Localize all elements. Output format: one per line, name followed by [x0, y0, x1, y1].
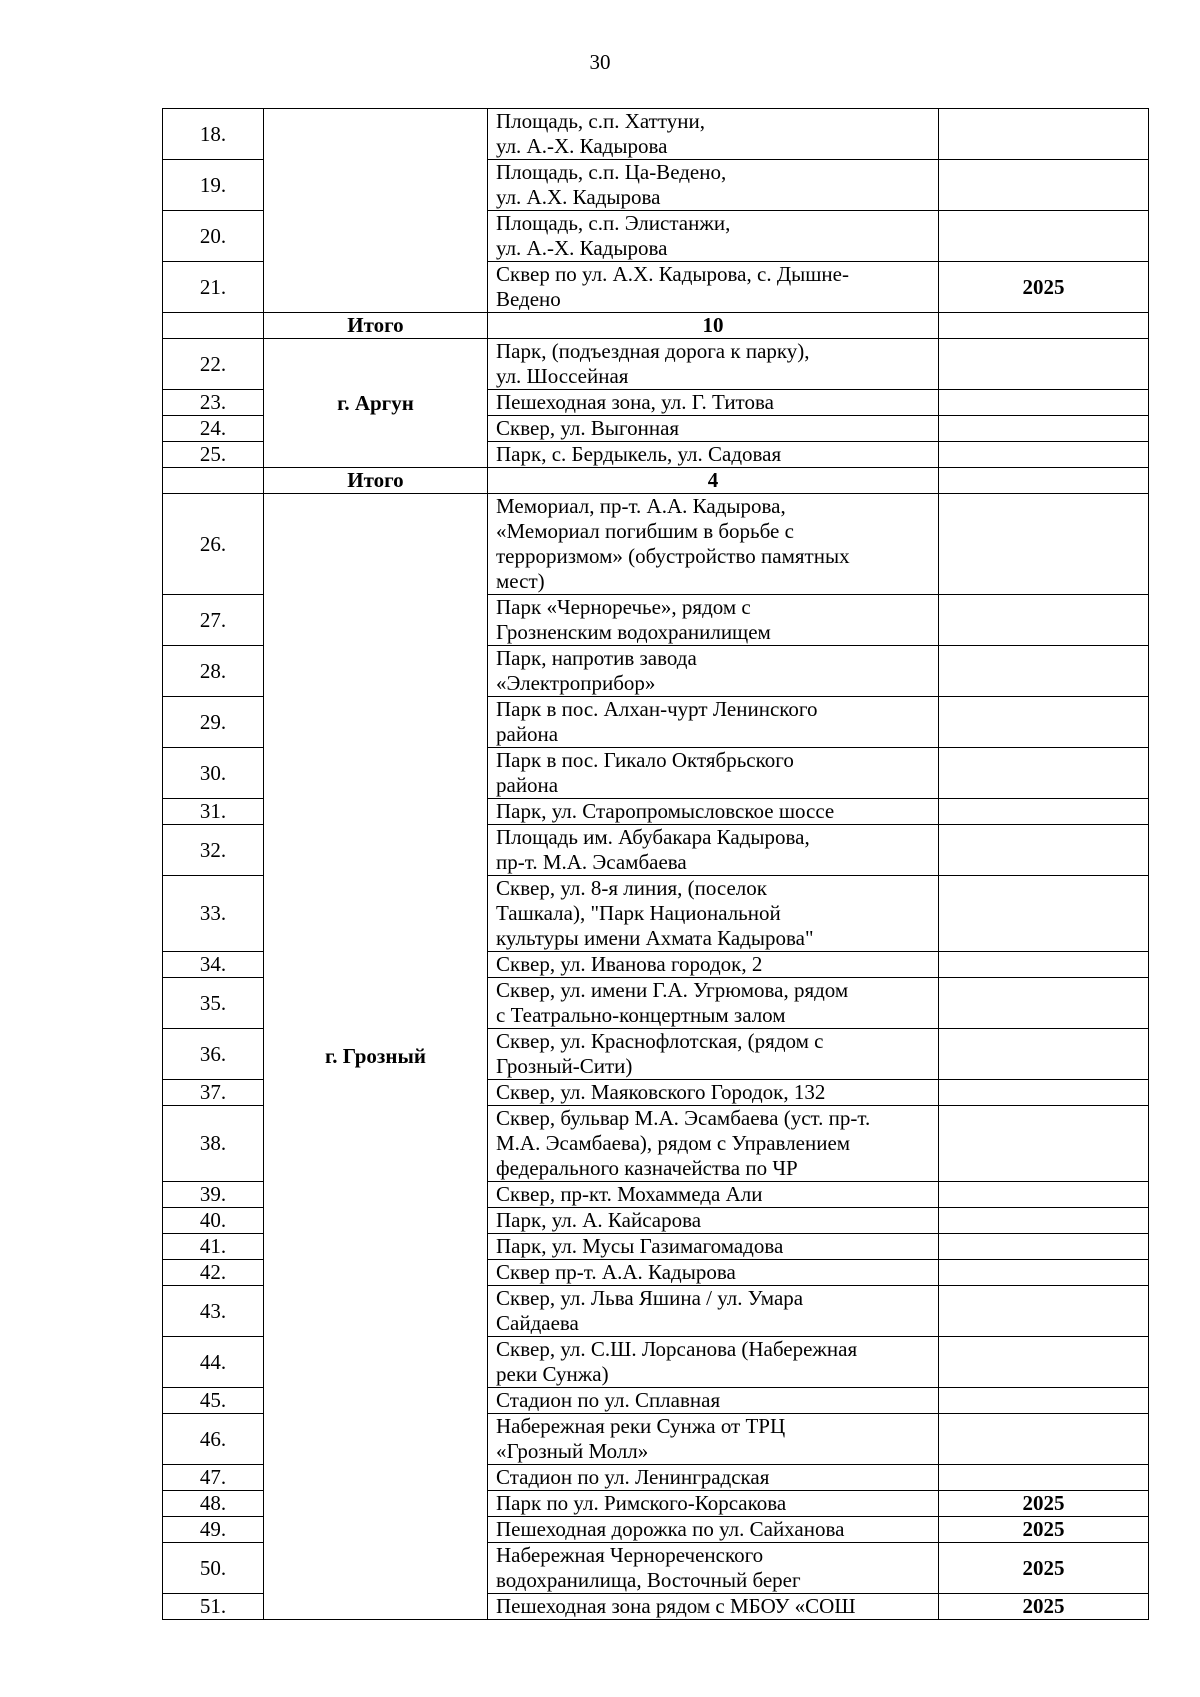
object-name [488, 1234, 939, 1260]
total-count: 10 [488, 313, 939, 339]
year-cell: 2025 [939, 1594, 1149, 1620]
year-cell: 2025 [939, 262, 1149, 313]
object-name [488, 1517, 939, 1543]
table-row [163, 494, 1149, 595]
object-name-line: Парк, ул. Мусы Газимагомадова [496, 1234, 784, 1258]
object-name-line: Набережная реки Сунжа от ТРЦ [496, 1414, 786, 1438]
object-name-line: Сквер, ул. Краснофлотская, (рядом с [496, 1029, 824, 1053]
object-name-line: Ташкала), "Парк Национальной [496, 901, 781, 925]
object-name-line: Парк, ул. Старопромысловское шоссе [496, 799, 835, 823]
table-row [163, 339, 1149, 390]
object-name [488, 1029, 939, 1080]
year-cell [939, 416, 1149, 442]
object-name-line: Сквер, ул. Маяковского Городок, 132 [496, 1080, 826, 1104]
object-name-line: Мемориал, пр-т. А.А. Кадырова, [496, 494, 786, 518]
row-number: 44. [163, 1337, 264, 1388]
row-number: 30. [163, 748, 264, 799]
year-cell [939, 1337, 1149, 1388]
year-cell [939, 339, 1149, 390]
object-name [488, 825, 939, 876]
object-name-line: Площадь им. Абубакара Кадырова, [496, 825, 810, 849]
object-name [488, 109, 939, 160]
object-name-line: Сквер, бульвар М.А. Эсамбаева (уст. пр-т. [496, 1106, 871, 1130]
year-cell: 2025 [939, 1491, 1149, 1517]
city-cell [264, 109, 488, 313]
object-name [488, 390, 939, 416]
object-name [488, 339, 939, 390]
row-number: 42. [163, 1260, 264, 1286]
object-name-line: ул. А.-Х. Кадырова [496, 134, 668, 158]
object-name [488, 494, 939, 595]
object-name [488, 646, 939, 697]
object-name-line: Парк в пос. Алхан-чурт Ленинского [496, 697, 818, 721]
row-number: 39. [163, 1182, 264, 1208]
year-cell [939, 1208, 1149, 1234]
year-cell [939, 595, 1149, 646]
city-cell: г. Грозный [264, 494, 488, 1620]
total-row [163, 468, 1149, 494]
object-name-line: Сквер, ул. С.Ш. Лорсанова (Набережная [496, 1337, 858, 1361]
object-name-line: ул. Шоссейная [496, 364, 629, 388]
total-row [163, 313, 1149, 339]
row-number: 46. [163, 1414, 264, 1465]
total-num-cell [163, 313, 264, 339]
object-name-line: Парк, напротив завода [496, 646, 697, 670]
year-cell [939, 952, 1149, 978]
year-cell [939, 646, 1149, 697]
year-cell [939, 1260, 1149, 1286]
row-number: 31. [163, 799, 264, 825]
city-cell: г. Аргун [264, 339, 488, 468]
object-name [488, 952, 939, 978]
object-name [488, 442, 939, 468]
row-number: 49. [163, 1517, 264, 1543]
object-name [488, 1337, 939, 1388]
object-name [488, 1465, 939, 1491]
year-cell [939, 1080, 1149, 1106]
object-name-line: культуры имени Ахмата Кадырова" [496, 926, 814, 950]
object-name-line: Грозный-Сити) [496, 1054, 633, 1078]
row-number: 20. [163, 211, 264, 262]
row-number: 32. [163, 825, 264, 876]
page-number: 30 [589, 50, 611, 74]
total-label: Итого [264, 468, 488, 494]
table-row [163, 109, 1149, 160]
row-number: 24. [163, 416, 264, 442]
row-number: 19. [163, 160, 264, 211]
object-name [488, 1491, 939, 1517]
year-cell [939, 494, 1149, 595]
total-label: Итого [264, 313, 488, 339]
row-number: 45. [163, 1388, 264, 1414]
row-number: 43. [163, 1286, 264, 1337]
year-cell [939, 109, 1149, 160]
object-name [488, 1208, 939, 1234]
object-name-line: Площадь, с.п. Ца-Ведено, [496, 160, 727, 184]
object-name-line: Парк, ул. А. Кайсарова [496, 1208, 702, 1232]
row-number: 41. [163, 1234, 264, 1260]
object-name-line: Сквер, пр-кт. Мохаммеда Али [496, 1182, 763, 1206]
object-name-line: Ведено [496, 287, 561, 311]
year-cell [939, 697, 1149, 748]
row-number: 21. [163, 262, 264, 313]
total-count: 4 [488, 468, 939, 494]
object-name-line: Парк, с. Бердыкель, ул. Садовая [496, 442, 782, 466]
object-name-line: Парк по ул. Римского-Корсакова [496, 1491, 787, 1515]
objects-table [162, 108, 1149, 1620]
year-cell [939, 1029, 1149, 1080]
object-name [488, 876, 939, 952]
object-name [488, 1106, 939, 1182]
year-cell [939, 1286, 1149, 1337]
object-name [488, 1594, 939, 1620]
object-name-line: Парк «Черноречье», рядом с [496, 595, 751, 619]
object-name-line: терроризмом» (обустройство памятных [496, 544, 850, 568]
object-name-line: мест) [496, 569, 545, 593]
object-name-line: М.А. Эсамбаева), рядом с Управлением [496, 1131, 851, 1155]
object-name-line: Стадион по ул. Сплавная [496, 1388, 721, 1412]
object-name [488, 1543, 939, 1594]
row-number: 26. [163, 494, 264, 595]
row-number: 47. [163, 1465, 264, 1491]
object-name-line: «Мемориал погибшим в борьбе с [496, 519, 794, 543]
year-cell [939, 876, 1149, 952]
year-cell [939, 1465, 1149, 1491]
row-number: 22. [163, 339, 264, 390]
object-name [488, 595, 939, 646]
object-name-line: реки Сунжа) [496, 1362, 609, 1386]
object-name [488, 697, 939, 748]
object-name-line: Площадь, с.п. Хаттуни, [496, 109, 705, 133]
object-name-line: района [496, 722, 559, 746]
object-name [488, 1260, 939, 1286]
object-name-line: Стадион по ул. Ленинградская [496, 1465, 770, 1489]
row-number: 33. [163, 876, 264, 952]
object-name-line: Сквер пр-т. А.А. Кадырова [496, 1260, 736, 1284]
object-name [488, 799, 939, 825]
row-number: 37. [163, 1080, 264, 1106]
object-name-line: водохранилища, Восточный берег [496, 1568, 801, 1592]
object-name-line: Сквер, ул. Иванова городок, 2 [496, 952, 763, 976]
object-name [488, 211, 939, 262]
year-cell [939, 211, 1149, 262]
object-name-line: с Театрально-концертным залом [496, 1003, 786, 1027]
object-name [488, 748, 939, 799]
object-name [488, 1080, 939, 1106]
year-cell [939, 390, 1149, 416]
object-name-line: Сквер, ул. 8-я линия, (поселок [496, 876, 767, 900]
year-cell [939, 1106, 1149, 1182]
object-name [488, 1286, 939, 1337]
object-name [488, 416, 939, 442]
object-name-line: Пешеходная зона, ул. Г. Титова [496, 390, 774, 414]
year-cell [939, 1182, 1149, 1208]
year-cell [939, 442, 1149, 468]
year-cell [939, 1388, 1149, 1414]
row-number: 25. [163, 442, 264, 468]
object-name-line: Парк, (подъездная дорога к парку), [496, 339, 810, 363]
total-year-cell [939, 468, 1149, 494]
object-name-line: Пешеходная зона рядом с МБОУ «СОШ [496, 1594, 856, 1618]
year-cell [939, 1414, 1149, 1465]
object-name [488, 1182, 939, 1208]
object-name-line: Сквер, ул. Льва Яшина / ул. Умара [496, 1286, 804, 1310]
year-cell [939, 1234, 1149, 1260]
year-cell [939, 160, 1149, 211]
row-number: 23. [163, 390, 264, 416]
year-cell: 2025 [939, 1517, 1149, 1543]
object-name-line: пр-т. М.А. Эсамбаева [496, 850, 687, 874]
object-name [488, 262, 939, 313]
object-name-line: Сквер, ул. имени Г.А. Угрюмова, рядом [496, 978, 849, 1002]
object-name-line: Площадь, с.п. Элистанжи, [496, 211, 731, 235]
year-cell [939, 978, 1149, 1029]
row-number: 40. [163, 1208, 264, 1234]
year-cell [939, 799, 1149, 825]
row-number: 35. [163, 978, 264, 1029]
object-name [488, 1388, 939, 1414]
row-number: 18. [163, 109, 264, 160]
row-number: 34. [163, 952, 264, 978]
object-name [488, 160, 939, 211]
row-number: 27. [163, 595, 264, 646]
object-name-line: Сквер по ул. А.Х. Кадырова, с. Дышне- [496, 262, 849, 286]
row-number: 29. [163, 697, 264, 748]
objects-table-body [163, 109, 1149, 1620]
year-cell: 2025 [939, 1543, 1149, 1594]
object-name-line: Сквер, ул. Выгонная [496, 416, 680, 440]
object-name-line: Парк в пос. Гикало Октябрьского [496, 748, 794, 772]
object-name-line: «Электроприбор» [496, 671, 656, 695]
object-name-line: района [496, 773, 559, 797]
object-name-line: федерального казначейства по ЧР [496, 1156, 798, 1180]
total-year-cell [939, 313, 1149, 339]
object-name-line: Сайдаева [496, 1311, 579, 1335]
row-number: 51. [163, 1594, 264, 1620]
row-number: 36. [163, 1029, 264, 1080]
row-number: 28. [163, 646, 264, 697]
object-name-line: Набережная Чернореченского [496, 1543, 764, 1567]
object-name-line: Пешеходная дорожка по ул. Сайханова [496, 1517, 845, 1541]
object-name-line: «Грозный Молл» [496, 1439, 649, 1463]
object-name [488, 1414, 939, 1465]
year-cell [939, 748, 1149, 799]
row-number: 50. [163, 1543, 264, 1594]
row-number: 48. [163, 1491, 264, 1517]
object-name-line: ул. А.-Х. Кадырова [496, 236, 668, 260]
row-number: 38. [163, 1106, 264, 1182]
object-name-line: Грозненским водохранилищем [496, 620, 771, 644]
year-cell [939, 825, 1149, 876]
total-num-cell [163, 468, 264, 494]
object-name [488, 978, 939, 1029]
object-name-line: ул. А.Х. Кадырова [496, 185, 661, 209]
